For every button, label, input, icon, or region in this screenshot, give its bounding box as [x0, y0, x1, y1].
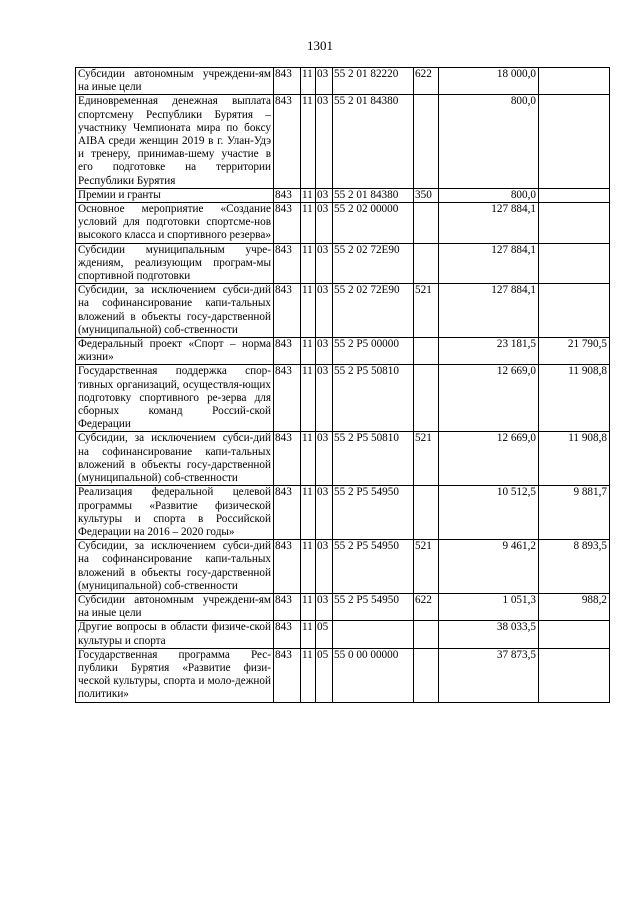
grbs-code: 843 [274, 188, 301, 202]
amount-2 [539, 284, 610, 338]
expense-type-code [414, 621, 439, 648]
target-article-code: 55 0 00 00000 [333, 648, 414, 702]
subsection-code: 03 [316, 486, 333, 540]
row-name: Федеральный проект «Спорт – норма жизни» [76, 338, 274, 365]
amount-2 [539, 203, 610, 244]
expense-type-code: 521 [414, 432, 439, 486]
budget-table [75, 67, 610, 703]
amount-1: 9 461,2 [439, 540, 539, 594]
section-code: 11 [301, 243, 316, 284]
subsection-code: 05 [316, 648, 333, 702]
section-code: 11 [301, 68, 316, 95]
table-row [76, 284, 610, 338]
amount-2 [539, 188, 610, 202]
expense-type-code: 521 [414, 284, 439, 338]
section-code: 11 [301, 203, 316, 244]
amount-2: 988,2 [539, 593, 610, 620]
amount-1: 127 884,1 [439, 203, 539, 244]
section-code: 11 [301, 621, 316, 648]
amount-2 [539, 68, 610, 95]
grbs-code: 843 [274, 648, 301, 702]
expense-type-code: 350 [414, 188, 439, 202]
row-name: Субсидии, за исключением субси-дий на софинансирование капи-тальных вложений в объекты госу-дарственной (муниципальной) соб-ственности [76, 284, 274, 338]
table-row [76, 648, 610, 702]
subsection-code: 03 [316, 95, 333, 188]
target-article-code: 55 2 P5 54950 [333, 486, 414, 540]
grbs-code: 843 [274, 203, 301, 244]
table-row [76, 621, 610, 648]
subsection-code: 03 [316, 338, 333, 365]
amount-1: 12 669,0 [439, 365, 539, 432]
section-code: 11 [301, 432, 316, 486]
target-article-code: 55 2 01 84380 [333, 188, 414, 202]
amount-1: 38 033,5 [439, 621, 539, 648]
table-row [76, 432, 610, 486]
row-name: Субсидии, за исключением субси-дий на софинансирование капи-тальных вложений в объекты госу-дарственной (муниципальной) соб-ственности [76, 540, 274, 594]
subsection-code: 05 [316, 621, 333, 648]
subsection-code: 03 [316, 432, 333, 486]
section-code: 11 [301, 486, 316, 540]
expense-type-code [414, 243, 439, 284]
amount-1: 10 512,5 [439, 486, 539, 540]
amount-1: 127 884,1 [439, 284, 539, 338]
amount-2: 11 908,8 [539, 432, 610, 486]
section-code: 11 [301, 338, 316, 365]
table-row [76, 486, 610, 540]
row-name: Основное мероприятие «Создание условий для подготовки спортсме-нов высокого класса и спортивного резерва» [76, 203, 274, 244]
section-code: 11 [301, 648, 316, 702]
target-article-code: 55 2 02 00000 [333, 203, 414, 244]
row-name: Премии и гранты [76, 188, 274, 202]
table-row [76, 243, 610, 284]
section-code: 11 [301, 365, 316, 432]
row-name: Субсидии, за исключением субси-дий на софинансирование капи-тальных вложений в объекты госу-дарственной (муниципальной) соб-ственности [76, 432, 274, 486]
target-article-code: 55 2 P5 50810 [333, 365, 414, 432]
table-row [76, 95, 610, 188]
grbs-code: 843 [274, 338, 301, 365]
expense-type-code: 622 [414, 68, 439, 95]
table-row [76, 338, 610, 365]
grbs-code: 843 [274, 284, 301, 338]
row-name: Государственная поддержка спор-тивных организаций, осуществля-ющих подготовку спортивного ре-зерва для сборных команд Россий-ской Федерации [76, 365, 274, 432]
expense-type-code [414, 648, 439, 702]
grbs-code: 843 [274, 432, 301, 486]
amount-2: 8 893,5 [539, 540, 610, 594]
target-article-code: 55 2 01 82220 [333, 68, 414, 95]
expense-type-code [414, 486, 439, 540]
expense-type-code [414, 338, 439, 365]
subsection-code: 03 [316, 284, 333, 338]
row-name: Субсидии автономным учреждени-ям на иные цели [76, 593, 274, 620]
amount-2: 21 790,5 [539, 338, 610, 365]
amount-2: 9 881,7 [539, 486, 610, 540]
target-article-code: 55 2 P5 54950 [333, 593, 414, 620]
expense-type-code [414, 365, 439, 432]
budget-table-body [76, 68, 610, 703]
section-code: 11 [301, 188, 316, 202]
table-row [76, 365, 610, 432]
section-code: 11 [301, 593, 316, 620]
target-article-code: 55 2 P5 54950 [333, 540, 414, 594]
amount-1: 12 669,0 [439, 432, 539, 486]
row-name: Другие вопросы в области физиче-ской культуры и спорта [76, 621, 274, 648]
target-article-code: 55 2 01 84380 [333, 95, 414, 188]
subsection-code: 03 [316, 365, 333, 432]
table-row [76, 188, 610, 202]
amount-2 [539, 95, 610, 188]
amount-2 [539, 621, 610, 648]
amount-2: 11 908,8 [539, 365, 610, 432]
amount-2 [539, 243, 610, 284]
amount-1: 37 873,5 [439, 648, 539, 702]
section-code: 11 [301, 540, 316, 594]
table-row [76, 593, 610, 620]
expense-type-code [414, 203, 439, 244]
row-name: Единовременная денежная выплата спортсмену Республики Бурятия – участнику Чемпионата мира по боксу AIBA среди женщин 2019 в г. Улан-Удэ и тренеру, принимав-шему участие в его подготовке на территории Республики Бурятия [76, 95, 274, 188]
subsection-code: 03 [316, 243, 333, 284]
subsection-code: 03 [316, 188, 333, 202]
row-name: Субсидии автономным учреждени-ям на иные цели [76, 68, 274, 95]
subsection-code: 03 [316, 203, 333, 244]
subsection-code: 03 [316, 68, 333, 95]
target-article-code: 55 2 P5 50810 [333, 432, 414, 486]
section-code: 11 [301, 95, 316, 188]
grbs-code: 843 [274, 540, 301, 594]
amount-1: 18 000,0 [439, 68, 539, 95]
grbs-code: 843 [274, 243, 301, 284]
grbs-code: 843 [274, 593, 301, 620]
expense-type-code: 622 [414, 593, 439, 620]
table-row [76, 68, 610, 95]
amount-1: 127 884,1 [439, 243, 539, 284]
target-article-code [333, 621, 414, 648]
table-row [76, 540, 610, 594]
amount-1: 800,0 [439, 188, 539, 202]
section-code: 11 [301, 284, 316, 338]
expense-type-code [414, 95, 439, 188]
grbs-code: 843 [274, 95, 301, 188]
row-name: Реализация федеральной целевой программы «Развитие физической культуры и спорта в Российской Федерации на 2016 – 2020 годы» [76, 486, 274, 540]
target-article-code: 55 2 02 72Е90 [333, 284, 414, 338]
grbs-code: 843 [274, 621, 301, 648]
target-article-code: 55 2 02 72Е90 [333, 243, 414, 284]
expense-type-code: 521 [414, 540, 439, 594]
amount-1: 23 181,5 [439, 338, 539, 365]
grbs-code: 843 [274, 486, 301, 540]
table-row [76, 203, 610, 244]
grbs-code: 843 [274, 365, 301, 432]
amount-1: 1 051,3 [439, 593, 539, 620]
target-article-code: 55 2 P5 00000 [333, 338, 414, 365]
grbs-code: 843 [274, 68, 301, 95]
amount-2 [539, 648, 610, 702]
amount-1: 800,0 [439, 95, 539, 188]
page-number: 1301 [307, 38, 333, 53]
subsection-code: 03 [316, 540, 333, 594]
row-name: Государственная программа Рес-публики Бурятия «Развитие физи-ческой культуры, спорта и моло-дежной политики» [76, 648, 274, 702]
row-name: Субсидии муниципальным учре-ждениям, реализующим програм-мы спортивной подготовки [76, 243, 274, 284]
subsection-code: 03 [316, 593, 333, 620]
